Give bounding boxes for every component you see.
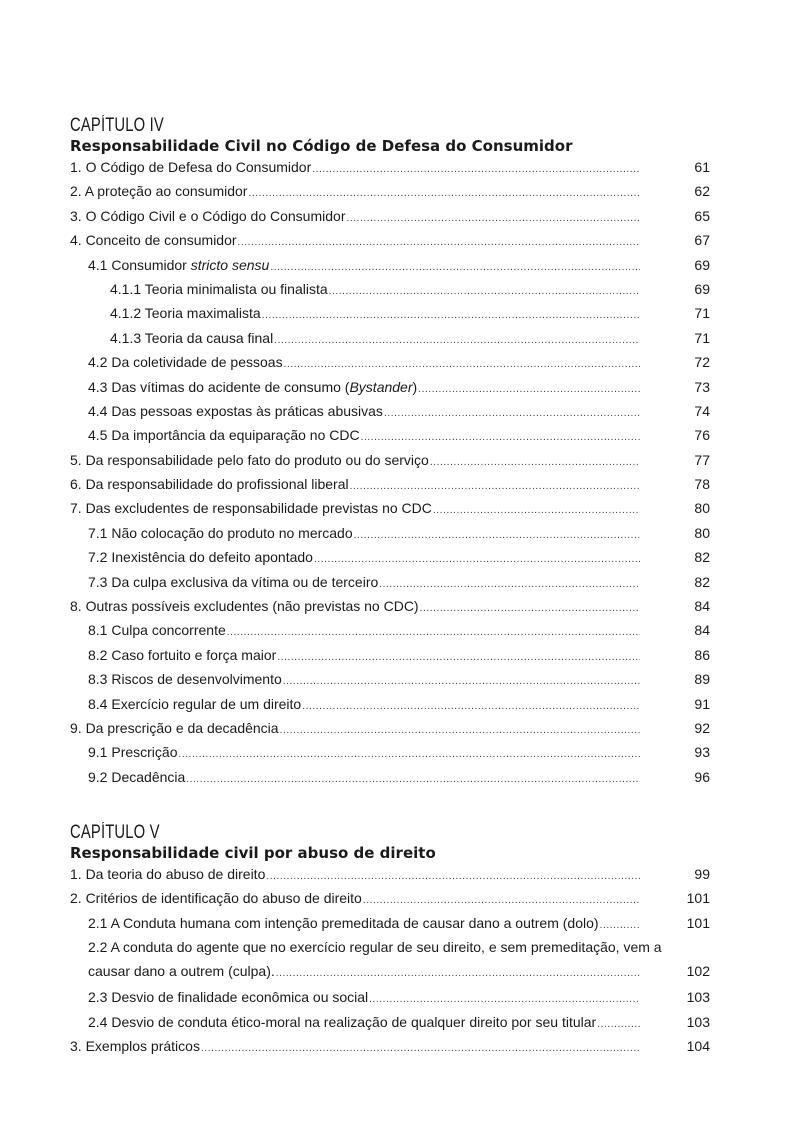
toc-entry-text: 7.3 Da culpa exclusiva da vítima ou de terceiro: [88, 573, 379, 590]
page-number: 80: [694, 500, 710, 517]
dot-leader: [284, 353, 640, 374]
toc-entry-text: 7.1 Não colocação do produto no mercado: [88, 524, 353, 541]
toc-entry-text: 2. A proteção ao consumidor: [70, 183, 248, 200]
toc-entry-row: [70, 716, 640, 740]
toc-entry: [70, 985, 710, 1009]
toc-entry: [70, 521, 710, 545]
toc-entry-text: 2. Critérios de identificação do abuso de direito: [70, 890, 362, 907]
toc-entry-row: [88, 253, 640, 277]
toc-entry-title: [70, 886, 362, 910]
toc-entry: [70, 350, 710, 374]
page-number: 69: [694, 280, 710, 297]
chapter-title: Responsabilidade civil por abuso de direito: [70, 844, 436, 862]
toc-entry-title: [70, 472, 349, 496]
page-number: 78: [694, 476, 710, 493]
toc-entry-title: [88, 399, 383, 423]
page-number: 84: [694, 622, 710, 639]
toc-entry-title: [70, 716, 279, 740]
dot-leader: [283, 670, 640, 691]
page-number: 101: [686, 914, 710, 931]
dot-leader: [266, 865, 640, 886]
toc-entry-title: [88, 253, 269, 277]
toc-entry-row: [88, 985, 640, 1009]
toc-entry: [70, 228, 710, 252]
toc-entry-text: 1. O Código de Defesa do Consumidor: [70, 159, 312, 175]
toc-entry-row: [88, 667, 640, 691]
toc-entry: [70, 935, 710, 985]
toc-entry-text: 8.3 Riscos de desenvolvimento: [88, 671, 282, 688]
chapter-label: CAPÍTULO V: [70, 822, 160, 843]
toc-entry-row: [88, 765, 640, 789]
toc-entry: [70, 716, 710, 740]
dot-leader: [238, 231, 640, 252]
toc-entry: [70, 375, 710, 399]
toc-entry-text: 3. Exemplos práticos: [70, 1037, 200, 1054]
dot-leader: [369, 988, 640, 1009]
page-number: 96: [694, 768, 710, 785]
dot-leader: [379, 573, 640, 594]
toc-entry: [70, 692, 710, 716]
toc-entry-title: [88, 1010, 596, 1034]
toc-entry-title: [88, 350, 283, 374]
toc-entry: [70, 179, 710, 203]
toc-entry-text: 4.1.1 Teoria minimalista ou finalista: [110, 280, 328, 297]
dot-leader: [201, 1037, 640, 1058]
page-number: 93: [694, 744, 710, 761]
toc-entry-row: [70, 155, 640, 179]
toc-entry-italic: Bystander: [349, 378, 413, 395]
page-number: 76: [694, 427, 710, 444]
dot-leader: [420, 597, 640, 618]
toc-entry-text: 4. Conceito de consumidor: [70, 232, 237, 249]
toc-entry-title: [88, 765, 185, 789]
toc-entry-text: 1. Da teoria do abuso de direito: [70, 866, 266, 882]
dot-leader: [346, 207, 640, 228]
dot-leader: [262, 304, 640, 325]
toc-entry-title: [88, 618, 226, 642]
page-number: 89: [694, 671, 710, 688]
toc-entry-row: [88, 1010, 640, 1034]
toc-entry: [70, 399, 710, 423]
page-number: 65: [694, 207, 710, 224]
toc-entry: [70, 155, 710, 179]
page-number: 102: [686, 963, 710, 980]
toc-entry-title: 2.2 A conduta do agente que no exercício regular de seu direito, e sem premeditação, vem a: [88, 939, 662, 956]
toc-entry-row: [70, 862, 640, 886]
toc-entry-title: [70, 448, 429, 472]
dot-leader: [350, 475, 640, 496]
page-number: 71: [694, 305, 710, 322]
chapter-title: Responsabilidade Civil no Código de Defesa do Consumidor: [70, 137, 573, 155]
toc-list: [70, 862, 710, 1058]
toc-entry-title: [88, 570, 378, 594]
toc-entry-row: [70, 886, 640, 910]
toc-entry-text: 4.1.3 Teoria da causa final: [110, 329, 274, 346]
toc-entry: [70, 1034, 710, 1058]
page-number: 73: [694, 378, 710, 395]
toc-entry-text: 2.4 Desvio de conduta ético-moral na realização de qualquer direito por seu titular: [88, 1013, 597, 1030]
toc-entry-text: 5. Da responsabilidade pelo fato do produto ou do serviço: [70, 451, 429, 468]
dot-leader: [270, 256, 640, 277]
toc-entry: [70, 594, 710, 618]
toc-entry: [70, 253, 710, 277]
toc-entry-row: [70, 594, 640, 618]
dot-leader: [186, 768, 640, 789]
toc-entry-row: [88, 545, 640, 569]
toc-entry-text-after: ): [412, 378, 418, 395]
dot-leader: [354, 524, 640, 545]
toc-entry-row: [70, 204, 640, 228]
toc-entry-row: [88, 740, 640, 764]
toc-entry-row: [110, 277, 640, 301]
toc-entry-text: 4.1.2 Teoria maximalista: [110, 305, 261, 322]
toc-entry: [70, 301, 710, 325]
toc-entry-title: [70, 496, 432, 520]
toc-entry-text: 9. Da prescrição e da decadência: [70, 719, 279, 736]
toc-entry-title: [70, 155, 311, 179]
toc-entry-title: [70, 228, 237, 252]
toc-entry-title: [88, 692, 301, 716]
dot-leader: [430, 451, 640, 472]
toc-entry-row: [110, 301, 640, 325]
page-number: 82: [694, 573, 710, 590]
toc-entry: [70, 765, 710, 789]
page-number: 99: [694, 866, 710, 882]
toc-entry-title: [88, 375, 417, 399]
page-number: 74: [694, 402, 710, 419]
toc-entry: [70, 448, 710, 472]
dot-leader: [178, 743, 640, 764]
toc-entry: [70, 570, 710, 594]
toc-entry-text: 8.4 Exercício regular de um direito: [88, 695, 302, 712]
dot-leader: [277, 646, 640, 667]
toc-entry-text: 6. Da responsabilidade do profissional liberal: [70, 476, 349, 493]
page-number: 84: [694, 598, 710, 615]
dot-leader: [384, 402, 640, 423]
toc-entry-title: [88, 521, 353, 545]
page-number: 61: [694, 159, 710, 175]
toc-entry-title: [70, 179, 247, 203]
toc-entry-row: [88, 618, 640, 642]
page-number: 69: [694, 256, 710, 273]
toc-entry-text: 7.2 Inexistência do defeito apontado: [88, 549, 313, 566]
toc-entry: [70, 643, 710, 667]
toc-entry: [70, 277, 710, 301]
chapter-5: [70, 822, 710, 1058]
toc-entry-title: [110, 301, 261, 325]
page-number: 71: [694, 329, 710, 346]
toc-entry-text: 8.1 Culpa concorrente: [88, 622, 226, 639]
toc-entry-row: [88, 375, 640, 399]
page-number: 86: [694, 646, 710, 663]
toc-entry-row: [70, 496, 640, 520]
toc-entry-text: 9.1 Prescrição: [88, 744, 178, 761]
toc-entry: [70, 326, 710, 350]
toc-entry: [70, 496, 710, 520]
toc-entry-row: [110, 326, 640, 350]
toc-entry: [70, 472, 710, 496]
toc-entry: [70, 204, 710, 228]
toc-entry-text: 2.3 Desvio de finalidade econômica ou social: [88, 989, 369, 1006]
dot-leader: [227, 621, 640, 642]
dot-leader: [600, 914, 640, 935]
dot-leader: [597, 1013, 640, 1034]
toc-entry-title: [88, 423, 360, 447]
page-number: 67: [694, 232, 710, 249]
toc-entry-row: [88, 399, 640, 423]
dot-leader: [361, 426, 640, 447]
toc-entry-text: 2.1 A Conduta humana com intenção premeditada de causar dano a outrem (dolo): [88, 914, 599, 931]
toc-entry-title: [88, 985, 368, 1009]
toc-entry-row: [88, 350, 640, 374]
page-number: 62: [694, 183, 710, 200]
toc-entry-title: [88, 545, 313, 569]
toc-entry-text: 4.2 Da coletividade de pessoas: [88, 354, 283, 371]
toc-entry-title: [70, 1034, 200, 1058]
toc-entry-title: [70, 204, 345, 228]
page-number: 104: [686, 1037, 710, 1054]
toc-entry-title: [88, 911, 599, 935]
toc-entry-row: [70, 448, 640, 472]
dot-leader: [433, 499, 640, 520]
page-number: 72: [694, 354, 710, 371]
page-number: 82: [694, 549, 710, 566]
dot-leader: [329, 280, 640, 301]
toc-entry-row: [70, 179, 640, 203]
toc-entry-title: [110, 326, 273, 350]
dot-leader: [418, 378, 640, 399]
page-number: 103: [686, 1013, 710, 1030]
toc-entry: [70, 886, 710, 910]
toc-entry: [70, 545, 710, 569]
toc-entry: [70, 423, 710, 447]
toc-entry-title: [70, 594, 419, 618]
dot-leader: [312, 158, 640, 179]
dot-leader: [302, 695, 640, 716]
toc-entry-text: 4.5 Da importância da equiparação no CDC: [88, 427, 360, 444]
toc-entry-row: [88, 521, 640, 545]
toc-entry-text: 7. Das excludentes de responsabilidade previstas no CDC: [70, 500, 432, 517]
toc-entry: [70, 618, 710, 642]
toc-entry-title: [88, 643, 276, 667]
page-number: 92: [694, 719, 710, 736]
toc-entry-title: [70, 862, 265, 886]
toc-entry: [70, 911, 710, 935]
page-number: 91: [694, 695, 710, 712]
toc-entry-row: [70, 1034, 640, 1058]
toc-entry-title: [110, 277, 328, 301]
toc-list: [70, 155, 710, 789]
dot-leader: [314, 548, 640, 569]
dot-leader: [280, 719, 640, 740]
toc-entry: [70, 1010, 710, 1034]
toc-entry-row: [70, 228, 640, 252]
toc-entry-row: [88, 959, 640, 986]
dot-leader: [248, 182, 640, 203]
toc-entry-title: [88, 740, 177, 764]
page-number: 80: [694, 524, 710, 541]
toc-entry-row: [88, 570, 640, 594]
toc-entry-title: [88, 667, 282, 691]
toc-entry-row: [88, 692, 640, 716]
dot-leader: [363, 889, 640, 910]
toc-entry-text: 3. O Código Civil e o Código do Consumidor: [70, 207, 346, 224]
dot-leader: [276, 962, 640, 986]
toc-entry: [70, 740, 710, 764]
toc-entry-text: 9.2 Decadência: [88, 768, 186, 785]
toc-entry-italic: stricto sensu: [190, 256, 270, 273]
toc-entry-text: 4.4 Das pessoas expostas às práticas abusivas: [88, 402, 383, 419]
toc-entry-text: 8.2 Caso fortuito e força maior: [88, 646, 277, 663]
toc-entry-text: 8. Outras possíveis excludentes (não previstas no CDC): [70, 598, 419, 615]
toc-entry-text: 4.1 Consumidor: [88, 256, 191, 273]
toc-entry-text: 4.3 Das vítimas do acidente de consumo (: [88, 378, 350, 395]
page-number: 103: [686, 989, 710, 1006]
toc-entry-row: [88, 423, 640, 447]
page-number: 101: [686, 890, 710, 907]
dot-leader: [274, 329, 640, 350]
toc-entry-row: [88, 643, 640, 667]
toc-entry-row: [88, 911, 640, 935]
chapter-label: CAPÍTULO IV: [70, 115, 164, 136]
toc-entry: [70, 667, 710, 691]
toc-entry: [70, 862, 710, 886]
toc-entry-row: [70, 472, 640, 496]
toc-entry-title-cont: causar dano a outrem (culpa).: [88, 963, 275, 980]
page-number: 77: [694, 451, 710, 468]
toc-entry-text: [88, 935, 662, 986]
chapter-4: [70, 115, 710, 789]
